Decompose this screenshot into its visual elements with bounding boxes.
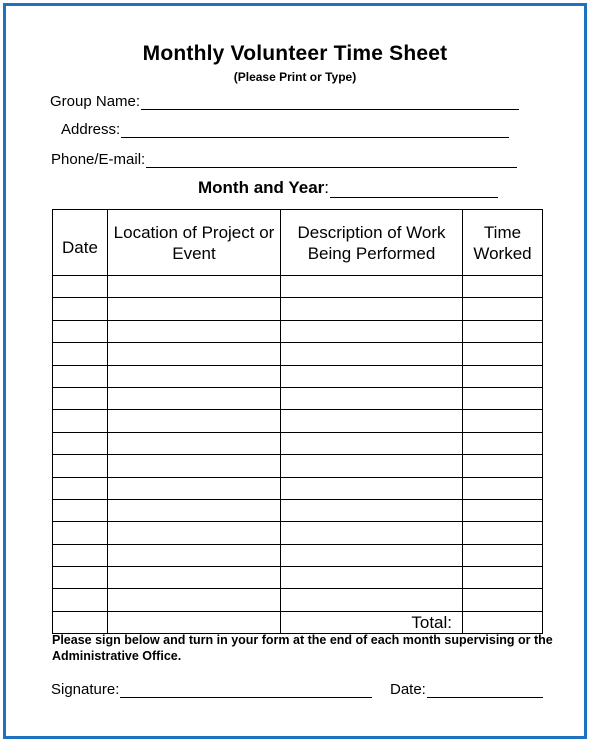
table-cell[interactable]	[281, 567, 463, 589]
group-name-line[interactable]	[141, 92, 519, 110]
table-row	[53, 365, 543, 387]
table-cell[interactable]	[281, 343, 463, 365]
phone-email-line[interactable]	[146, 150, 517, 168]
table-cell[interactable]	[108, 410, 281, 432]
table-cell[interactable]	[463, 432, 543, 454]
table-cell[interactable]	[281, 276, 463, 298]
table-cell[interactable]	[53, 298, 108, 320]
table-cell[interactable]	[463, 387, 543, 409]
time-log-table	[52, 209, 543, 634]
table-cell[interactable]	[281, 320, 463, 342]
table-row	[53, 567, 543, 589]
total-value-cell[interactable]	[463, 611, 543, 633]
table-row	[53, 522, 543, 544]
signature-field[interactable]	[51, 680, 372, 698]
table-cell[interactable]	[281, 410, 463, 432]
table-row	[53, 276, 543, 298]
table-cell[interactable]	[281, 589, 463, 611]
signature-line[interactable]	[120, 680, 372, 698]
table-cell[interactable]	[281, 387, 463, 409]
table-cell[interactable]	[463, 499, 543, 521]
group-name-label: Group Name:	[50, 93, 141, 110]
form-subtitle: (Please Print or Type)	[233, 70, 357, 84]
table-cell[interactable]	[53, 410, 108, 432]
phone-email-field[interactable]	[51, 150, 517, 168]
table-cell[interactable]	[281, 477, 463, 499]
time-log-body	[53, 276, 543, 634]
table-cell[interactable]	[53, 432, 108, 454]
table-cell[interactable]	[53, 276, 108, 298]
table-cell[interactable]	[463, 343, 543, 365]
table-cell[interactable]	[53, 499, 108, 521]
table-cell[interactable]	[281, 455, 463, 477]
table-cell[interactable]	[53, 387, 108, 409]
table-cell[interactable]	[53, 320, 108, 342]
table-cell[interactable]	[108, 544, 281, 566]
phone-email-label: Phone/E-mail:	[51, 151, 146, 168]
table-row	[53, 410, 543, 432]
table-cell[interactable]	[53, 567, 108, 589]
table-row	[53, 544, 543, 566]
table-cell[interactable]	[53, 522, 108, 544]
table-cell[interactable]	[463, 589, 543, 611]
table-cell[interactable]	[108, 499, 281, 521]
date-field[interactable]	[390, 680, 543, 698]
table-cell[interactable]	[108, 387, 281, 409]
table-cell[interactable]	[108, 365, 281, 387]
table-row	[53, 343, 543, 365]
table-cell[interactable]	[281, 499, 463, 521]
instructions-note: Please sign below and turn in your form at the end of each month supervising or the Administrative Office.	[52, 633, 553, 663]
table-cell[interactable]	[463, 320, 543, 342]
table-cell[interactable]	[108, 298, 281, 320]
table-cell[interactable]	[281, 432, 463, 454]
table-cell[interactable]	[463, 298, 543, 320]
form-title: Monthly Volunteer Time Sheet	[142, 42, 448, 65]
table-row	[53, 477, 543, 499]
group-name-field[interactable]	[50, 92, 519, 110]
table-cell[interactable]	[53, 365, 108, 387]
table-cell[interactable]	[281, 522, 463, 544]
table-cell[interactable]	[108, 567, 281, 589]
address-label: Address:	[61, 121, 121, 138]
table-cell[interactable]	[463, 522, 543, 544]
total-row	[53, 611, 543, 633]
date-label: Date:	[390, 681, 426, 698]
table-cell	[53, 611, 108, 633]
header-date: Date	[53, 210, 108, 276]
signature-label: Signature:	[51, 681, 120, 698]
table-cell[interactable]	[53, 477, 108, 499]
table-cell[interactable]	[108, 432, 281, 454]
table-cell[interactable]	[53, 544, 108, 566]
table-row	[53, 432, 543, 454]
table-cell[interactable]	[108, 522, 281, 544]
month-year-colon: :	[324, 178, 329, 197]
table-cell[interactable]	[108, 477, 281, 499]
table-cell[interactable]	[281, 544, 463, 566]
month-year-field[interactable]	[198, 178, 498, 198]
table-cell[interactable]	[53, 455, 108, 477]
table-cell[interactable]	[463, 544, 543, 566]
table-cell[interactable]	[108, 455, 281, 477]
month-year-label: Month and Year	[198, 178, 325, 197]
table-cell[interactable]	[463, 455, 543, 477]
table-cell[interactable]	[281, 365, 463, 387]
table-cell[interactable]	[53, 589, 108, 611]
date-line[interactable]	[427, 680, 543, 698]
table-row	[53, 589, 543, 611]
header-time-worked: Time Worked	[463, 210, 543, 276]
table-cell[interactable]	[463, 477, 543, 499]
header-description: Description of Work Being Performed	[281, 210, 463, 276]
table-cell[interactable]	[463, 567, 543, 589]
total-label: Total:	[281, 611, 463, 633]
table-row	[53, 387, 543, 409]
month-year-line[interactable]	[330, 180, 498, 198]
table-row	[53, 298, 543, 320]
table-row	[53, 499, 543, 521]
table-cell	[108, 611, 281, 633]
table-cell[interactable]	[108, 276, 281, 298]
table-row	[53, 455, 543, 477]
table-cell[interactable]	[463, 276, 543, 298]
table-cell[interactable]	[281, 298, 463, 320]
table-cell[interactable]	[108, 320, 281, 342]
header-location: Location of Project or Event	[108, 210, 281, 276]
address-line[interactable]	[121, 120, 509, 138]
table-cell[interactable]	[108, 589, 281, 611]
table-cell[interactable]	[463, 365, 543, 387]
table-cell[interactable]	[108, 343, 281, 365]
table-row	[53, 320, 543, 342]
table-cell[interactable]	[463, 410, 543, 432]
address-field[interactable]	[61, 120, 509, 138]
table-cell[interactable]	[53, 343, 108, 365]
